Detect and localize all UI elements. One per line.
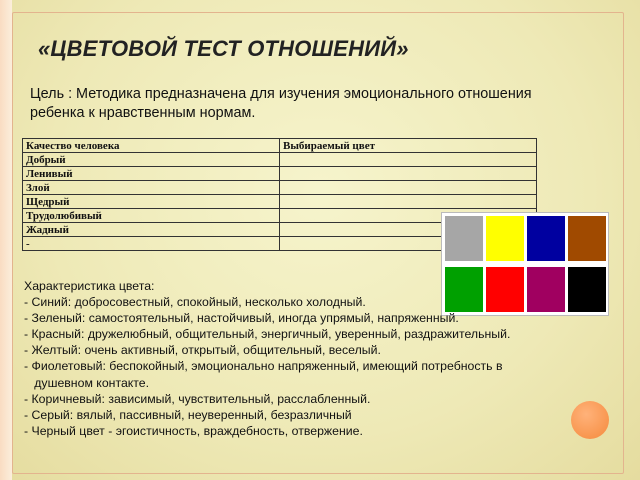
- goal-line-2: ребенка к нравственным нормам.: [30, 105, 256, 121]
- table-row: [23, 181, 537, 195]
- table-header-row: [23, 139, 537, 153]
- characteristic-yellow: - Желтый: очень активный, открытый, общительный, веселый.: [24, 343, 381, 358]
- decorative-orange-circle: [571, 401, 609, 439]
- characteristic-brown: - Коричневый: зависимый, чувствительный, расслабленный.: [24, 391, 371, 406]
- table-row: [23, 153, 537, 167]
- table-cell-quality: Добрый: [23, 153, 280, 167]
- header-quality: Качество человека: [23, 139, 280, 153]
- header-color: Выбираемый цвет: [280, 139, 537, 153]
- swatch-blue[interactable]: [527, 216, 565, 261]
- table-cell-quality: Щедрый: [23, 195, 280, 209]
- table-cell-quality: Трудолюбивый: [23, 209, 280, 223]
- slide-left-edge: [0, 0, 12, 480]
- characteristic-red: - Красный: дружелюбный, общительный, энергичный, уверенный, раздражительный.: [24, 327, 511, 342]
- characteristic-violet-cont: душевном контакте.: [24, 375, 150, 390]
- characteristic-gray: - Серый: вялый, пассивный, неуверенный, безразличный: [24, 407, 352, 422]
- table-cell-color[interactable]: [280, 181, 537, 195]
- goal-line-1: Цель : Методика предназначена для изучения эмоционального отношения: [30, 86, 532, 102]
- color-characteristics: [24, 278, 624, 439]
- characteristic-green: - Зеленый: самостоятельный, настойчивый, иногда упрямый, напряженный.: [24, 311, 459, 326]
- table-row: [23, 167, 537, 181]
- table-cell-quality: -: [23, 237, 280, 251]
- table-cell-color[interactable]: [280, 153, 537, 167]
- table-cell-color[interactable]: [280, 167, 537, 181]
- characteristic-violet: - Фиолетовый: беспокойный, эмоционально напряженный, имеющий потребность в: [24, 359, 503, 374]
- characteristics-heading: Характеристика цвета:: [24, 279, 155, 293]
- characteristic-blue: - Синий: добросовестный, спокойный, несколько холодный.: [24, 295, 366, 310]
- table-cell-quality: Жадный: [23, 223, 280, 237]
- table-cell-quality: Ленивый: [23, 167, 280, 181]
- table-cell-quality: Злой: [23, 181, 280, 195]
- slide-title: «ЦВЕТОВОЙ ТЕСТ ОТНОШЕНИЙ»: [38, 36, 409, 61]
- characteristic-black: - Черный цвет - эгоистичность, враждебность, отвержение.: [24, 423, 363, 438]
- goal-text: [30, 85, 620, 123]
- swatch-brown[interactable]: [568, 216, 606, 261]
- table-row: [23, 195, 537, 209]
- swatch-gray[interactable]: [445, 216, 483, 261]
- swatch-yellow[interactable]: [486, 216, 524, 261]
- table-cell-color[interactable]: [280, 195, 537, 209]
